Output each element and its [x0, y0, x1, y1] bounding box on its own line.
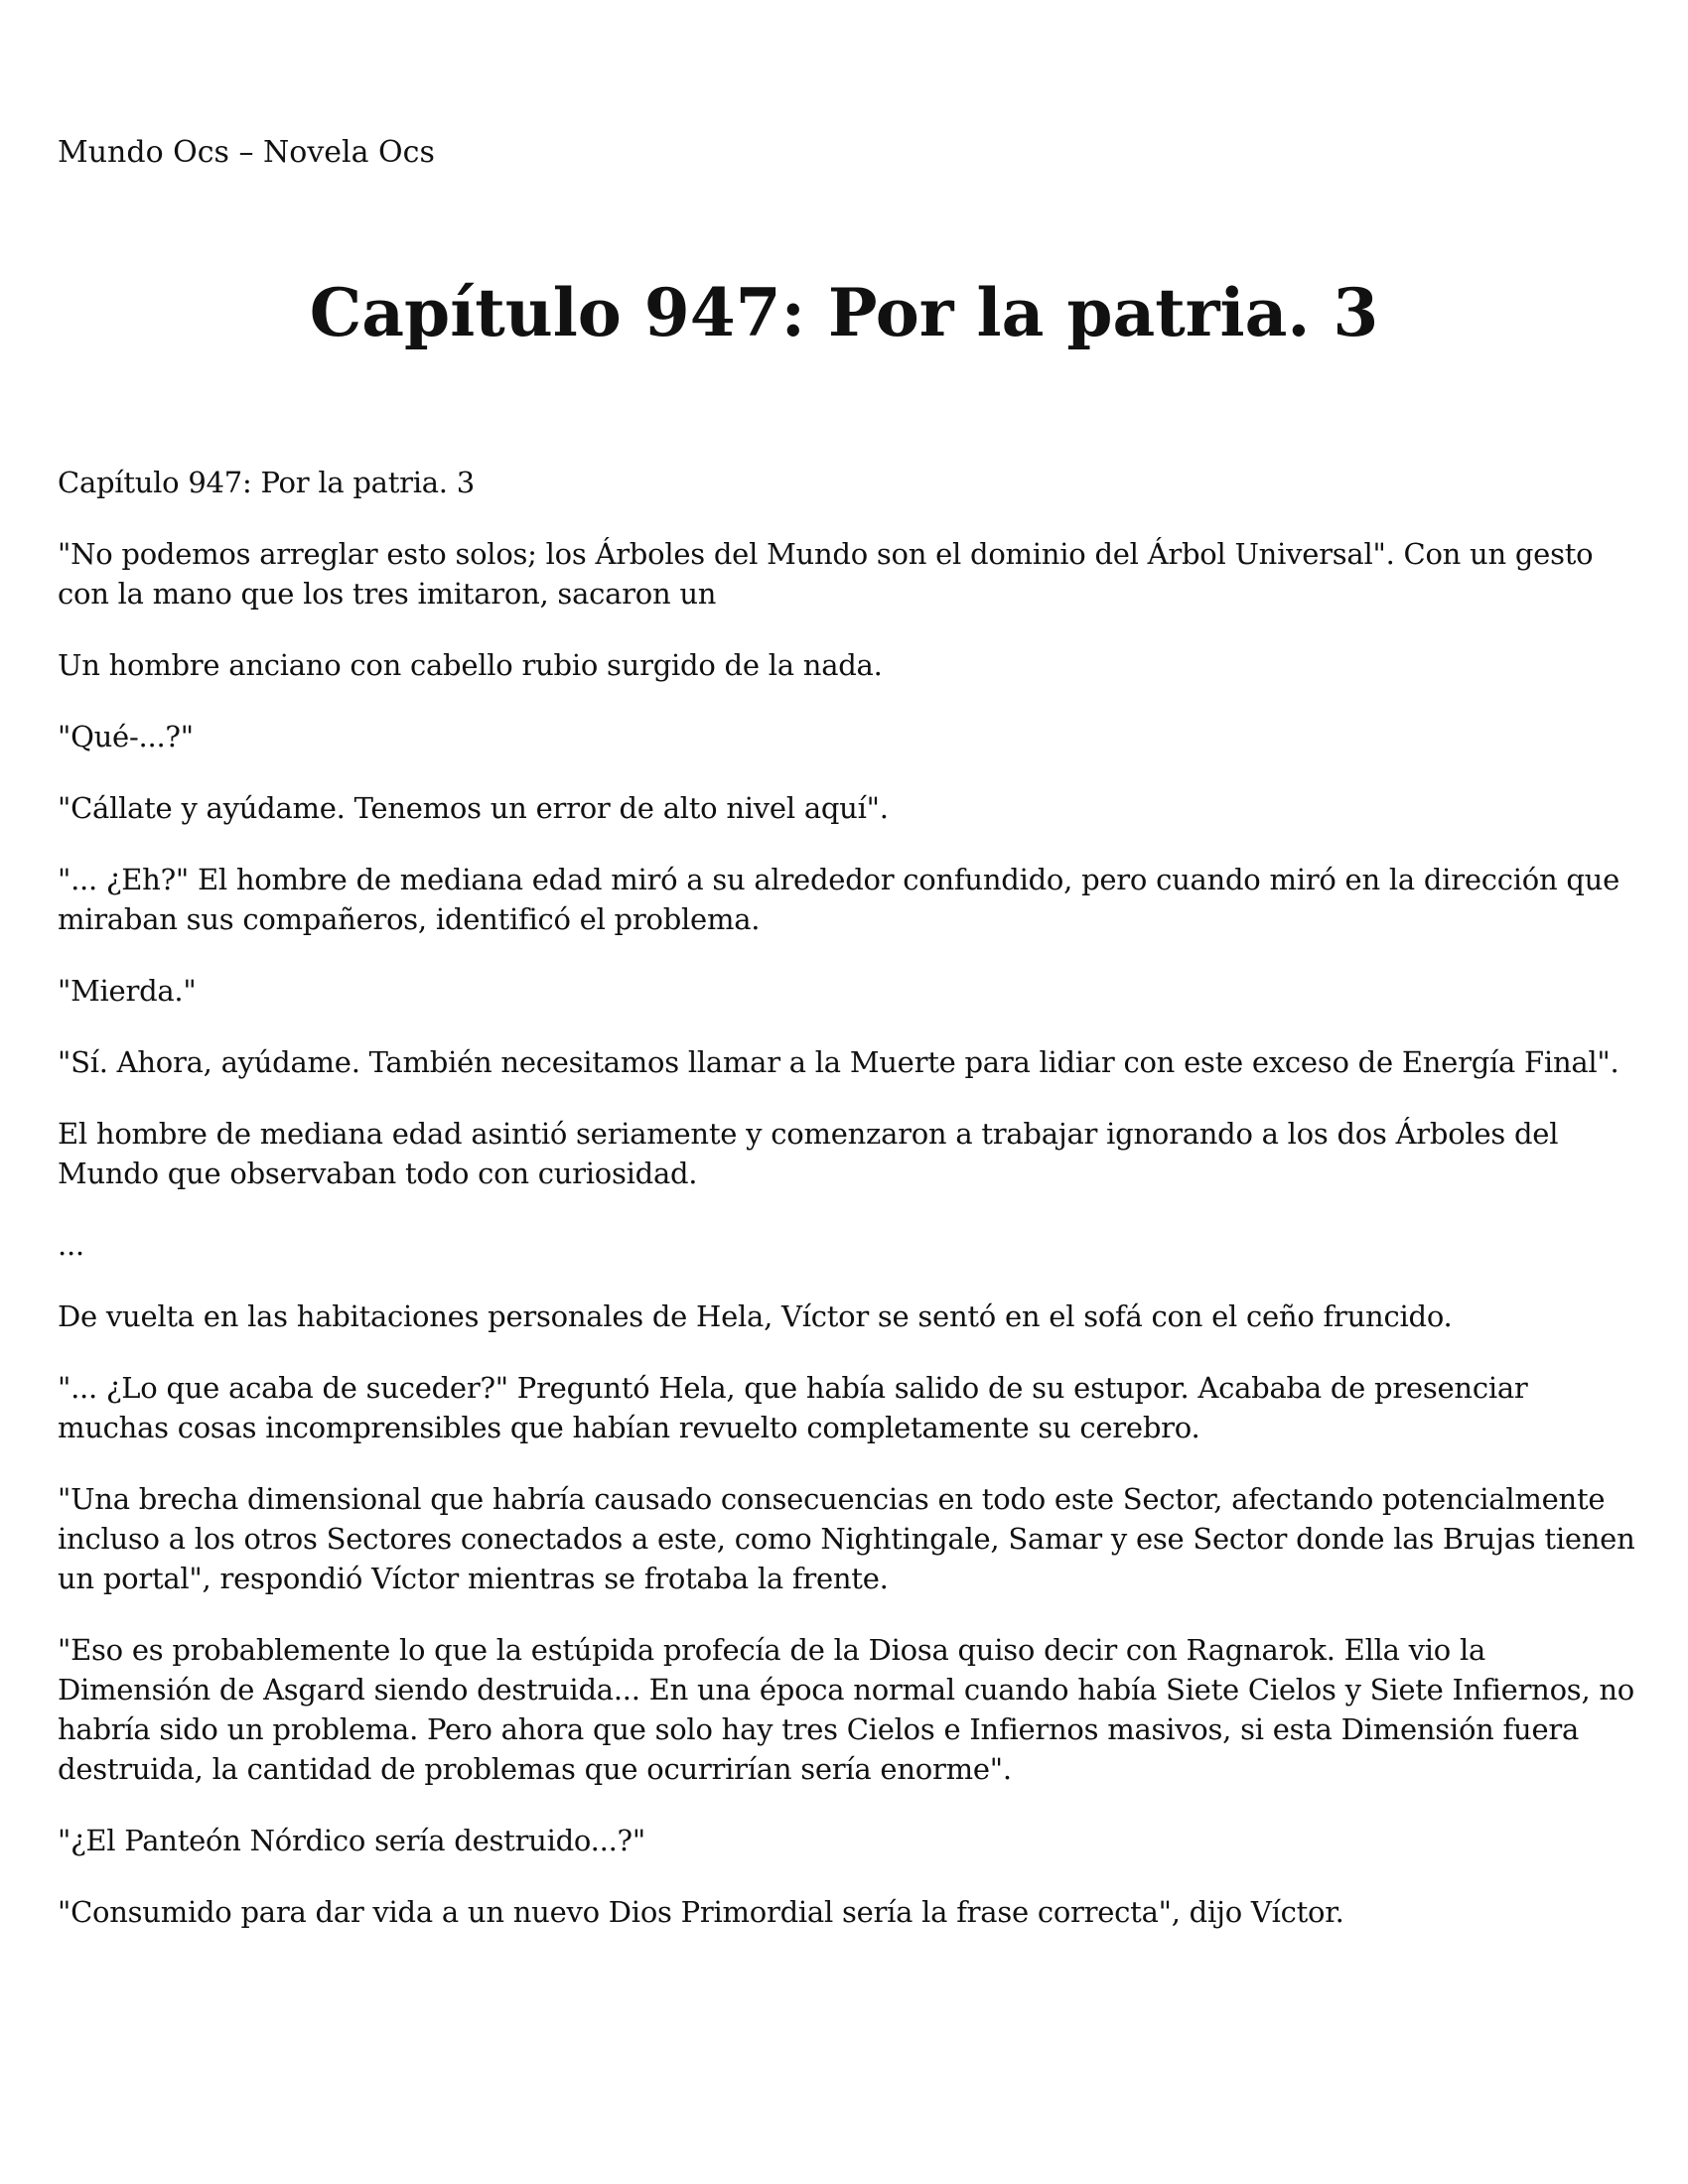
page-header: Mundo Ocs – Novela Ocs	[58, 135, 435, 170]
paragraph: "¿El Panteón Nórdico sería destruido...?"	[58, 1824, 645, 1857]
paragraph: "Una brecha dimensional que habría causado consecuencias en todo este Sector, afectando potencialmente incluso a los otros Sectores conectados a este, como Nightingale, Samar y ese Sector donde las Brujas tienen un portal", respondió Víctor mientras se frotaba la frente.	[58, 1482, 1635, 1595]
chapter-body	[58, 463, 1636, 1964]
paragraph: "Cállate y ayúdame. Tenemos un error de alto nivel aquí".	[58, 791, 889, 825]
paragraph: El hombre de mediana edad asintió seriamente y comenzaron a trabajar ignorando a los dos Árboles del Mundo que observaban todo con curiosidad.	[58, 1117, 1559, 1190]
paragraph: "Sí. Ahora, ayúdame. También necesitamos llamar a la Muerte para lidiar con este exceso de Energía Final".	[58, 1045, 1619, 1079]
paragraph: Un hombre anciano con cabello rubio surgido de la nada.	[58, 648, 883, 682]
scene-break: ...	[58, 1228, 84, 1262]
chapter-title: Capítulo 947: Por la patria. 3	[309, 274, 1379, 351]
paragraph: "Qué-...?"	[58, 720, 194, 753]
paragraph: "No podemos arreglar esto solos; los Árboles del Mundo son el dominio del Árbol Universal". Con un gesto con la mano que los tres imitaron, sacaron un	[58, 537, 1594, 611]
paragraph: De vuelta en las habitaciones personales de Hela, Víctor se sentó en el sofá con el ceño fruncido.	[58, 1299, 1453, 1333]
paragraph: Capítulo 947: Por la patria. 3	[58, 466, 475, 499]
paragraph: "Mierda."	[58, 974, 197, 1008]
paragraph: "Consumido para dar vida a un nuevo Dios Primordial sería la frase correcta", dijo Víctor.	[58, 1895, 1344, 1929]
paragraph: "... ¿Lo que acaba de suceder?" Preguntó Hela, que había salido de su estupor. Acababa de presenciar muchas cosas incomprensibles que habían revuelto completamente su cerebro.	[58, 1371, 1528, 1444]
paragraph: "Eso es probablemente lo que la estúpida profecía de la Diosa quiso decir con Ragnarok. Ella vio la Dimensión de Asgard siendo destruida... En una época normal cuando había Siete Cielos y Siete Infiernos, no habría sido un problema. Pero ahora que solo hay tres Cielos e Infiernos masivos, si esta Dimensión fuera destruida, la cantidad de problemas que ocurrirían sería enorme".	[58, 1633, 1635, 1786]
paragraph: "... ¿Eh?" El hombre de mediana edad miró a su alrededor confundido, pero cuando miró en la dirección que miraban sus compañeros, identificó el problema.	[58, 863, 1619, 936]
